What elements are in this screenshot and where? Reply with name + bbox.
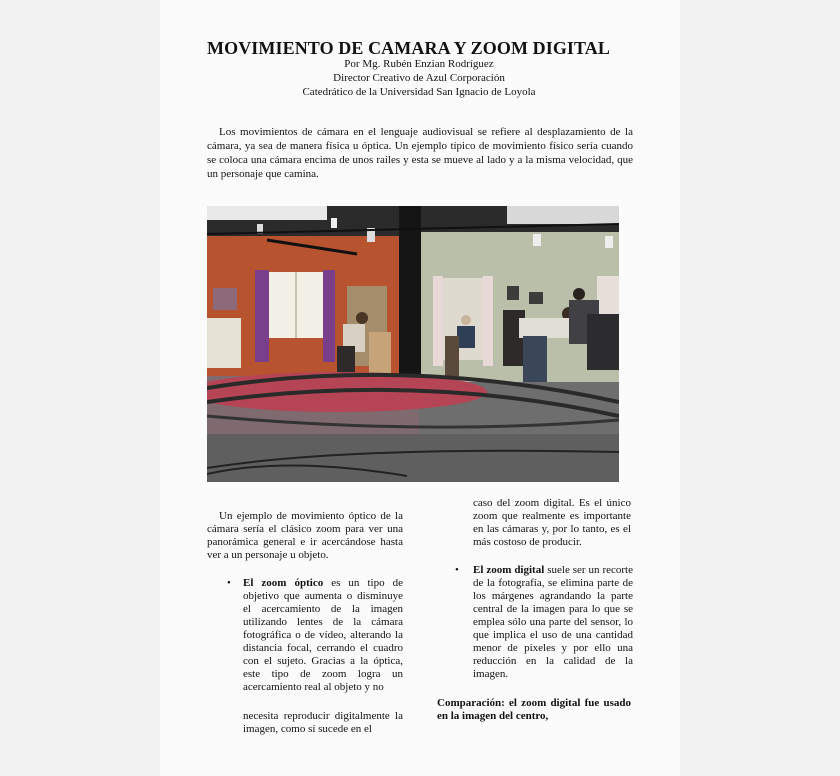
digital-zoom-item <box>473 564 633 681</box>
document-title: MOVIMIENTO DE CAMARA Y ZOOM DIGITAL <box>207 38 611 58</box>
optical-example-paragraph: Un ejemplo de movimiento óptico de la cámara sería el clásico zoom para ver una panorámica general e ir acercándose hasta ver a un personaje u objeto. <box>207 510 403 561</box>
comparison-heading: Comparación: el zoom digital fue usado en la imagen del centro, <box>437 697 631 722</box>
bullet-marker: • <box>455 564 459 576</box>
affiliation-line: Catedrático de la Universidad San Ignacio de Loyola <box>302 86 536 98</box>
optical-zoom-item <box>243 577 403 694</box>
left-column-continuation: necesita reproducir digitalmente la imagen, como sí sucede en el <box>243 710 403 735</box>
digital-zoom-term: El zoom digital <box>473 564 545 576</box>
bullet-marker: • <box>227 577 231 589</box>
right-column-continuation: caso del zoom digital. Es el único zoom que realmente es importante en las cámaras y, por lo tanto, es el más costoso de producir. <box>473 497 631 548</box>
film-set-photo <box>207 206 619 482</box>
byline <box>207 57 631 99</box>
role-line: Director Creativo de Azul Corporación <box>333 72 505 84</box>
author-line: Por Mg. Rubén Enzian Rodríguez <box>344 58 494 70</box>
optical-zoom-text: es un tipo de objetivo que aumenta o disminuye el acercamiento de la imagen utilizando lentes de la cámara fotográfica o de vídeo, alterando la distancia focal, cerrando el cuadro con el sujeto. Gracias a la óptica, este tipo de zoom logra un acercamiento real al objeto y no <box>243 577 403 693</box>
intro-paragraph: Los movimientos de cámara en el lenguaje audiovisual se refiere al desplazamiento de la cámara, ya sea de manera física u óptica. Un ejemplo típico de movimiento físico sería cuando se coloca una cámara encima de unos railes y esta se mueve al lado y a la misma velocidad, que un personaje que camina. <box>207 126 633 180</box>
digital-zoom-text: suele ser un recorte de la fotografía, se elimina parte de los márgenes agrandando la parte central de la imagen para lo que se emplea sólo una parte del sensor, lo que implica el uso de una cantidad menor de píxeles y por ello una reducción en la calidad de la imagen. <box>473 564 633 680</box>
left-column-intro <box>207 510 403 562</box>
optical-zoom-term: El zoom óptico <box>243 577 324 589</box>
